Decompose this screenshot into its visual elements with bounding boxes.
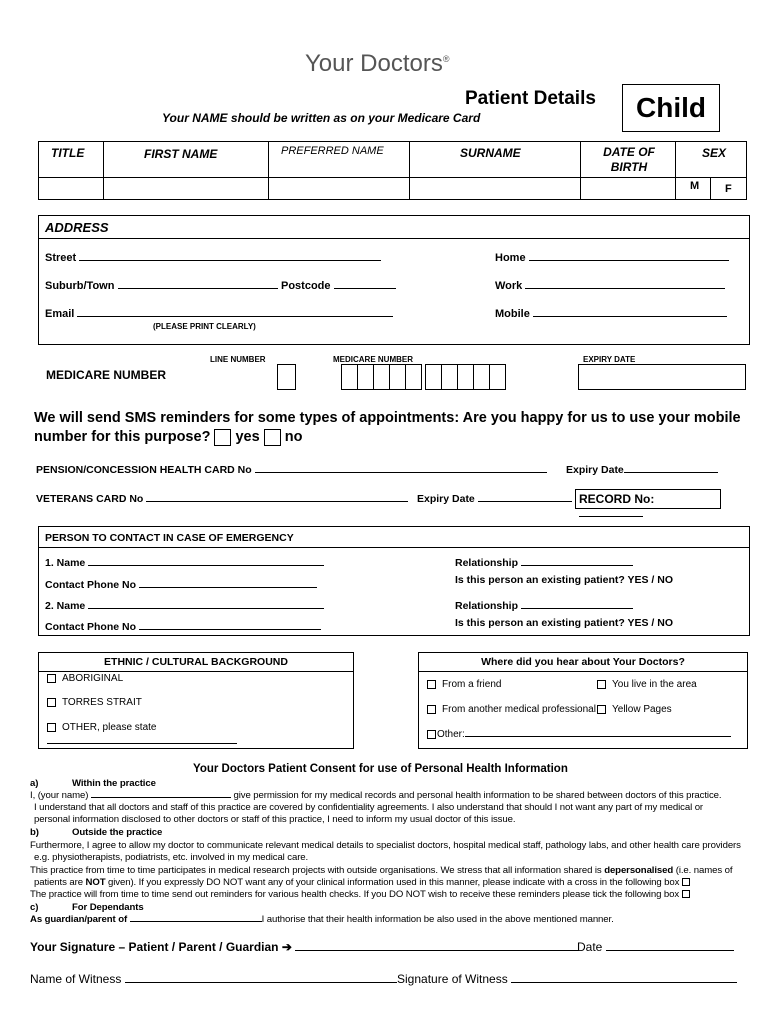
- emergency-name-1[interactable]: 1. Name: [45, 557, 324, 569]
- referral-other-checkbox[interactable]: [427, 730, 436, 739]
- line-number-label: LINE NUMBER: [210, 355, 266, 364]
- medicare-digit-box[interactable]: [405, 364, 422, 390]
- pension-expiry-field[interactable]: Expiry Date: [566, 464, 718, 476]
- medicare-digit-box[interactable]: [457, 364, 474, 390]
- referral-heading-rule: [419, 671, 747, 672]
- referral-section: [418, 652, 748, 749]
- preferred-name-field[interactable]: [268, 177, 410, 200]
- child-badge: [622, 84, 720, 132]
- patient-signature-field[interactable]: Your Signature – Patient / Parent / Guardian ➔: [30, 940, 579, 954]
- referral-other-option[interactable]: Other:: [427, 729, 731, 740]
- medicare-number-boxes[interactable]: [341, 364, 510, 390]
- sex-header: SEX: [675, 141, 747, 178]
- logo: [305, 50, 450, 78]
- referral-yellow-pages-option[interactable]: Yellow Pages: [597, 704, 672, 715]
- street-field[interactable]: Street: [45, 252, 381, 264]
- emergency-relationship-2[interactable]: Relationship: [455, 600, 633, 612]
- referral-friend-option[interactable]: From a friend: [427, 679, 501, 690]
- preferred-name-header: PREFERRED NAME: [268, 141, 410, 178]
- dob-header: DATE OF BIRTH: [580, 141, 676, 178]
- medicare-label: MEDICARE NUMBER: [46, 368, 166, 382]
- consent-b-line5: The practice will from time to time send out reminders for various health checks. If you DO NOT wish to receive these reminders please tick the following box: [30, 889, 745, 901]
- medicare-digit-box[interactable]: [373, 364, 390, 390]
- email-field[interactable]: Email: [45, 308, 393, 320]
- page-title: Patient Details: [465, 88, 596, 109]
- signature-date-field[interactable]: Date: [577, 940, 734, 954]
- referral-area-option[interactable]: You live in the area: [597, 679, 697, 690]
- consent-a-line3: personal information disclosed to other doctors or staff of this practice, I need to inform my usual doctor of this issue.: [34, 814, 516, 825]
- title-field[interactable]: [38, 177, 104, 200]
- emergency-section: [38, 526, 750, 636]
- postcode-field[interactable]: Postcode: [281, 280, 396, 292]
- mobile-field[interactable]: Mobile: [495, 308, 727, 320]
- consent-b-line3: This practice from time to time participates in medical research projects with outside organisations. We stress that all information shared is depersonalised (i.e. names of: [30, 865, 733, 876]
- referral-friend-checkbox[interactable]: [427, 680, 436, 689]
- pension-card-field[interactable]: PENSION/CONCESSION HEALTH CARD No: [36, 464, 547, 476]
- first-name-field[interactable]: [103, 177, 269, 200]
- consent-heading: Your Doctors Patient Consent for use of Personal Health Information: [193, 763, 568, 775]
- logo-text: Your Doctors: [305, 50, 443, 77]
- medicare-digit-box[interactable]: [341, 364, 358, 390]
- address-section: [38, 215, 750, 345]
- referral-area-checkbox[interactable]: [597, 680, 606, 689]
- referral-yellow-pages-checkbox[interactable]: [597, 705, 606, 714]
- ethnic-section: [38, 652, 354, 749]
- address-heading: ADDRESS: [45, 220, 109, 235]
- witness-name-field[interactable]: Name of Witness: [30, 972, 397, 986]
- print-note: (PLEASE PRINT CLEARLY): [153, 322, 256, 331]
- work-phone-field[interactable]: Work: [495, 280, 725, 292]
- sex-m-field[interactable]: M: [675, 177, 711, 200]
- surname-header: SURNAME: [409, 141, 581, 178]
- expiry-date-box[interactable]: [578, 364, 746, 390]
- consent-your-name-field[interactable]: [91, 797, 231, 798]
- emergency-heading: PERSON TO CONTACT IN CASE OF EMERGENCY: [45, 532, 294, 544]
- sex-f-field[interactable]: F: [710, 177, 747, 200]
- consent-b-line1: Furthermore, I agree to allow my doctor to communicate relevant medical details to specialist doctors, hospital medical staff, pathology labs, and other health care providers: [30, 840, 741, 851]
- research-optout-checkbox[interactable]: [682, 878, 690, 886]
- emergency-heading-rule: [39, 547, 749, 548]
- line-number-box[interactable]: [277, 364, 296, 390]
- sms-yes-checkbox[interactable]: [214, 429, 231, 446]
- logo-mark: ®: [442, 54, 450, 64]
- ethnic-heading-rule: [39, 671, 353, 672]
- consent-a-title: a) Within the practice: [30, 778, 156, 789]
- first-name-header: FIRST NAME: [103, 141, 269, 178]
- referral-professional-checkbox[interactable]: [427, 705, 436, 714]
- medicare-digit-box[interactable]: [389, 364, 406, 390]
- ethnic-aboriginal-checkbox[interactable]: [47, 674, 56, 683]
- ethnic-other-line[interactable]: [47, 743, 237, 744]
- medicare-digit-box[interactable]: [441, 364, 458, 390]
- consent-c-line1: As guardian/parent of I authorise that their health information be also used in the above mentioned manner.: [30, 914, 614, 925]
- emergency-name-2[interactable]: 2. Name: [45, 600, 324, 612]
- surname-field[interactable]: [409, 177, 581, 200]
- reminders-optout-checkbox[interactable]: [682, 890, 690, 898]
- consent-a-line2: I understand that all doctors and staff of this practice are covered by confidentiality agreements. I also understand that should I not want any part of my medical or: [34, 802, 704, 813]
- medicare-digit-box[interactable]: [357, 364, 374, 390]
- medicare-digit-box[interactable]: [425, 364, 442, 390]
- consent-c-title: c) For Dependants: [30, 902, 144, 913]
- dob-field[interactable]: [580, 177, 676, 200]
- consent-b-line2: e.g. physiotherapists, podiatrists, etc. involved in my medical care.: [34, 852, 309, 863]
- sms-no-checkbox[interactable]: [264, 429, 281, 446]
- expiry-date-label: EXPIRY DATE: [583, 355, 636, 364]
- medicare-number-label: MEDICARE NUMBER: [333, 355, 413, 364]
- emergency-phone-2[interactable]: Contact Phone No: [45, 621, 321, 633]
- suburb-field[interactable]: Suburb/Town: [45, 280, 278, 292]
- emergency-existing-2[interactable]: Is this person an existing patient? YES / NO: [455, 617, 674, 629]
- ethnic-other-checkbox[interactable]: [47, 723, 56, 732]
- page-subtitle: Your NAME should be written as on your Medicare Card: [162, 111, 481, 125]
- dependant-name-field[interactable]: [130, 921, 262, 922]
- address-heading-rule: [39, 238, 749, 239]
- ethnic-aboriginal-option[interactable]: ABORIGINAL: [47, 673, 123, 684]
- ethnic-heading: ETHNIC / CULTURAL BACKGROUND: [104, 656, 288, 668]
- ethnic-torres-checkbox[interactable]: [47, 698, 56, 707]
- title-header: TITLE: [38, 141, 104, 178]
- consent-a-line1: I, (your name) give permission for my medical records and personal health information to be shared between doctors of this practice.: [30, 790, 722, 801]
- sms-question: We will send SMS reminders for some types of appointments: Are you happy for us to use your mobile number for this purpose? yes no: [34, 410, 741, 445]
- record-number-field[interactable]: RECORD No:: [575, 489, 721, 509]
- veterans-card-field[interactable]: VETERANS CARD No: [36, 493, 408, 505]
- veterans-expiry-field[interactable]: Expiry Date: [417, 493, 572, 505]
- medicare-digit-box[interactable]: [473, 364, 490, 390]
- ethnic-other-option[interactable]: OTHER, please state: [47, 722, 156, 733]
- child-badge-text: Child: [636, 92, 706, 123]
- referral-professional-option[interactable]: From another medical professional: [427, 704, 596, 715]
- home-phone-field[interactable]: Home: [495, 252, 729, 264]
- ethnic-torres-option[interactable]: TORRES STRAIT: [47, 697, 142, 708]
- consent-b-line4: patients are NOT given). If you expressly DO NOT want any of your clinical information used in this manner, please indicate with a cross in the following box: [34, 877, 749, 889]
- medicare-digit-box[interactable]: [489, 364, 506, 390]
- referral-heading: Where did you hear about Your Doctors?: [481, 656, 685, 668]
- witness-signature-field[interactable]: Signature of Witness: [397, 972, 737, 986]
- arrow-right-icon: ➔: [281, 940, 292, 954]
- emergency-phone-1[interactable]: Contact Phone No: [45, 579, 317, 591]
- emergency-existing-1[interactable]: Is this person an existing patient? YES / NO: [455, 574, 674, 586]
- consent-b-title: b) Outside the practice: [30, 827, 163, 838]
- emergency-relationship-1[interactable]: Relationship: [455, 557, 633, 569]
